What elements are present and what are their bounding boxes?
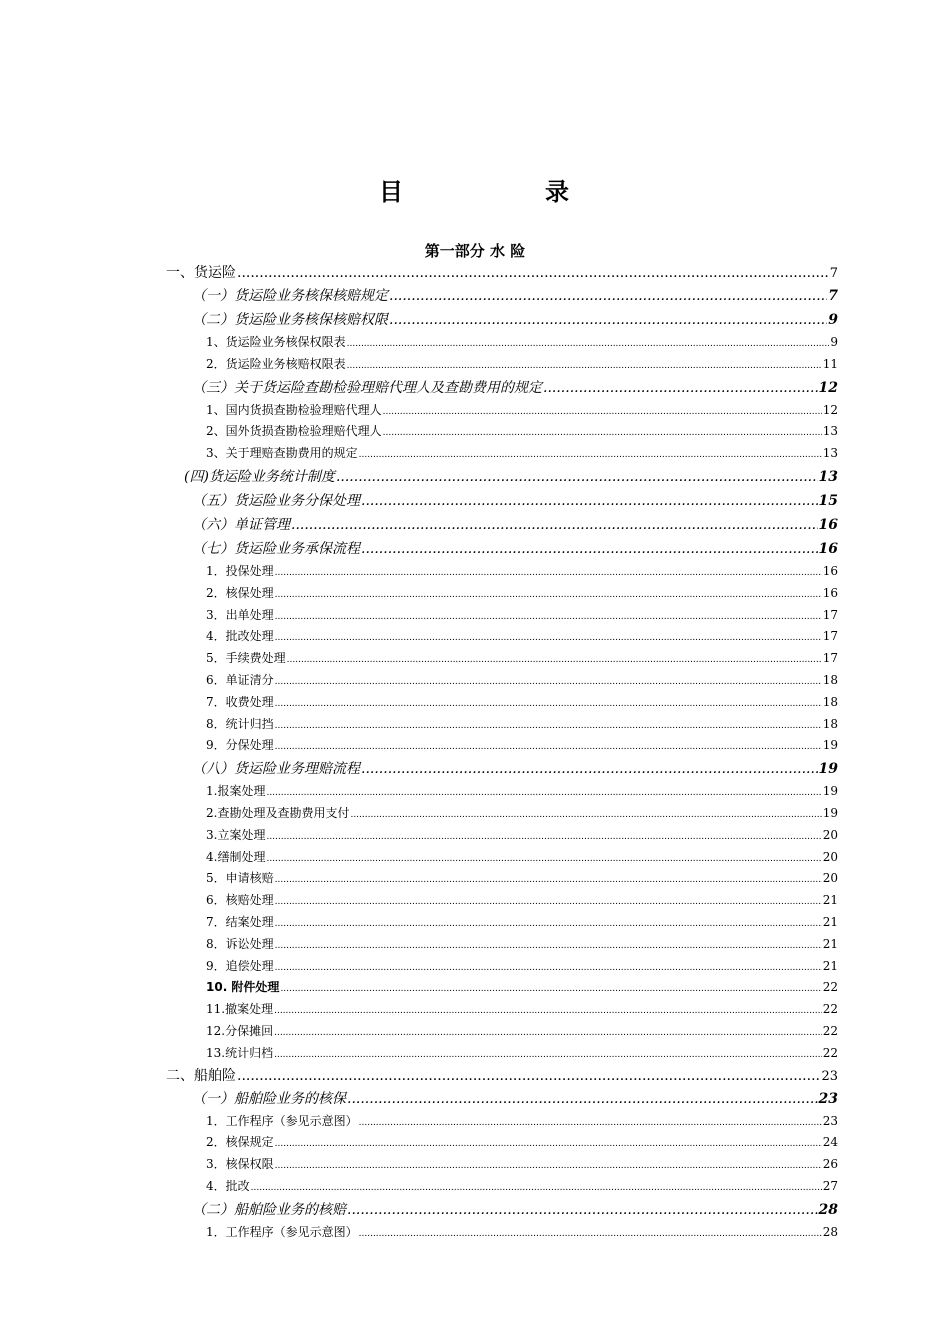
toc-entry-label: 9．分保处理 xyxy=(206,738,274,753)
toc-entry-label: 6．单证清分 xyxy=(206,672,274,687)
toc-entry-page-number: 20 xyxy=(822,871,838,886)
toc-entry-label: （二）船舶险业务的核赔 xyxy=(192,1201,346,1218)
toc-entry-label: 2、国外货损查勘检验理赔代理人 xyxy=(206,424,382,439)
toc-entry-label: 12.分保摊回 xyxy=(206,1023,274,1038)
toc-entry-label: 1.报案处理 xyxy=(206,784,266,799)
toc-entry[interactable] xyxy=(166,648,838,670)
toc-entry[interactable] xyxy=(166,825,838,847)
toc-entry-page-number: 18 xyxy=(822,694,838,709)
toc-entry[interactable] xyxy=(166,583,838,605)
toc-entry-label: 7．结案处理 xyxy=(206,914,274,929)
toc-entry-label: 10. 附件处理 xyxy=(206,980,280,995)
toc-entry-page-number: 15 xyxy=(818,492,838,509)
toc-entry-page-number: 28 xyxy=(822,1224,838,1239)
toc-entry-label: 5．手续费处理 xyxy=(206,651,286,666)
toc-entry-page-number: 12 xyxy=(822,402,838,417)
toc-entry-label: 二、船舶险 xyxy=(166,1067,236,1084)
toc-entry[interactable] xyxy=(166,489,838,513)
toc-entry-label: 2.查勘处理及查勘费用支付 xyxy=(206,805,350,820)
toc-entry-page-number: 22 xyxy=(822,1002,838,1017)
toc-entry-label: 2．货运险业务核赔权限表 xyxy=(206,356,346,371)
toc-leader-dots xyxy=(280,979,821,999)
toc-leader-dots xyxy=(237,262,829,284)
toc-leader-dots xyxy=(275,1134,822,1154)
toc-entry[interactable] xyxy=(166,421,838,443)
toc-entry-label: 4．批改处理 xyxy=(206,629,274,644)
toc-entry[interactable] xyxy=(166,284,838,308)
toc-leader-dots xyxy=(275,672,822,692)
toc-entry-label: 2．核保处理 xyxy=(206,585,274,600)
toc-entry[interactable] xyxy=(166,956,838,978)
toc-leader-dots xyxy=(275,585,822,605)
toc-entry[interactable] xyxy=(166,1065,838,1087)
toc-entry[interactable] xyxy=(166,692,838,714)
toc-entry-label: 3．出单处理 xyxy=(206,607,274,622)
toc-entry-page-number: 26 xyxy=(822,1157,838,1172)
toc-entry-page-number: 22 xyxy=(822,1023,838,1038)
toc-entry[interactable] xyxy=(166,376,838,400)
toc-leader-dots xyxy=(350,805,821,825)
toc-entry[interactable] xyxy=(166,1176,838,1198)
toc-leader-dots xyxy=(275,628,822,648)
toc-entry-page-number: 23 xyxy=(822,1113,838,1128)
toc-entry-page-number: 9 xyxy=(830,335,838,349)
toc-leader-dots xyxy=(275,958,822,978)
toc-entry[interactable] xyxy=(166,912,838,934)
toc-entry[interactable] xyxy=(166,1043,838,1065)
toc-entry[interactable] xyxy=(166,308,838,332)
toc-entry[interactable] xyxy=(166,1087,838,1111)
toc-entry[interactable] xyxy=(166,670,838,692)
toc-entry-label: 7．收费处理 xyxy=(206,694,274,709)
toc-entry-label: 1、货运险业务核保权限表 xyxy=(206,335,346,349)
toc-leader-dots xyxy=(275,1156,822,1176)
toc-entry[interactable] xyxy=(166,513,838,537)
toc-leader-dots xyxy=(361,757,818,781)
toc-entry-page-number: 9 xyxy=(828,312,838,328)
toc-entry-page-number: 22 xyxy=(822,1045,838,1060)
toc-leader-dots xyxy=(359,445,822,465)
toc-entry-label: 1．工作程序（参见示意图） xyxy=(206,1224,358,1239)
toc-entry-label: (四)货运险业务统计制度 xyxy=(184,468,335,485)
toc-entry-page-number: 18 xyxy=(822,716,838,731)
toc-entry-page-number: 21 xyxy=(822,914,838,929)
toc-entry-page-number: 20 xyxy=(822,849,838,864)
toc-entry-label: （六）单证管理 xyxy=(192,516,290,533)
toc-title xyxy=(0,172,950,207)
toc-entry-label: 9．追偿处理 xyxy=(206,958,274,973)
toc-entry-page-number: 16 xyxy=(822,585,838,600)
toc-leader-dots xyxy=(275,936,822,956)
toc-entry[interactable] xyxy=(166,465,838,489)
toc-leader-dots xyxy=(251,1178,822,1198)
toc-leader-dots xyxy=(274,1045,822,1065)
toc-entry-label: 1、国内货损查勘检验理赔代理人 xyxy=(206,402,382,417)
toc-entry-label: （七）货运险业务承保流程 xyxy=(192,540,360,557)
toc-entry-label: 4.缮制处理 xyxy=(206,849,266,864)
toc-entry-page-number: 13 xyxy=(822,424,838,439)
toc-leader-dots xyxy=(291,513,818,537)
toc-entry-page-number: 23 xyxy=(818,1090,838,1107)
toc-leader-dots xyxy=(389,284,827,308)
toc-leader-dots xyxy=(275,870,822,890)
toc-entry-label: （二）货运险业务核保核赔权限 xyxy=(192,312,388,328)
toc-entry-page-number: 18 xyxy=(822,672,838,687)
toc-entry-label: 3.立案处理 xyxy=(206,827,266,842)
toc-entry[interactable] xyxy=(166,934,838,956)
toc-entry-label: 3、关于理赔查勘费用的规定 xyxy=(206,446,358,461)
toc-leader-dots xyxy=(275,737,822,757)
toc-entry-label: 8．统计归挡 xyxy=(206,716,274,731)
toc-entry-label: 4．批改 xyxy=(206,1178,250,1193)
toc-leader-dots xyxy=(287,650,822,670)
toc-leader-dots xyxy=(347,334,830,354)
toc-leader-dots xyxy=(275,914,822,934)
toc-entry-page-number: 13 xyxy=(818,468,838,485)
toc-leader-dots xyxy=(274,1023,822,1043)
toc-entry[interactable] xyxy=(166,561,838,583)
toc-entry-label: （三）关于货运险查勘检验理赔代理人及查勘费用的规定 xyxy=(192,379,542,396)
toc-leader-dots xyxy=(336,465,818,489)
toc-entry-page-number: 16 xyxy=(818,516,838,533)
toc-leader-dots xyxy=(383,423,822,443)
title-char-left: 目 xyxy=(379,178,405,206)
toc-entry-label: （一）船舶险业务的核保 xyxy=(192,1090,346,1107)
toc-entry-page-number: 7 xyxy=(828,288,838,304)
toc-leader-dots xyxy=(347,1198,818,1222)
toc-leader-dots xyxy=(359,1113,822,1133)
toc-entry-label: （八）货运险业务理赔流程 xyxy=(192,761,360,778)
toc-entry-label: 11.撤案处理 xyxy=(206,1002,274,1017)
toc-entry[interactable] xyxy=(166,605,838,627)
toc-entry[interactable] xyxy=(166,354,838,376)
toc-entry[interactable] xyxy=(166,1132,838,1154)
toc-entry-page-number: 17 xyxy=(822,629,838,644)
toc-entry[interactable] xyxy=(166,443,838,465)
toc-entry[interactable] xyxy=(166,757,838,781)
toc-entry-page-number: 17 xyxy=(822,651,838,666)
toc-leader-dots xyxy=(275,563,822,583)
toc-entry[interactable] xyxy=(166,262,838,284)
toc-entry[interactable] xyxy=(166,868,838,890)
toc-leader-dots xyxy=(361,537,818,561)
toc-entry[interactable] xyxy=(166,803,838,825)
toc-entry-page-number: 19 xyxy=(822,805,838,820)
toc-entry-label: 1．投保处理 xyxy=(206,563,274,578)
toc-entry-label: 2．核保规定 xyxy=(206,1135,274,1150)
toc-entry-page-number: 12 xyxy=(818,379,838,396)
toc-entry-label: 5．申请核赔 xyxy=(206,871,274,886)
toc-entry-page-number: 24 xyxy=(822,1135,838,1150)
toc-entry-label: 3．核保权限 xyxy=(206,1157,274,1172)
toc-entry-label: 13.统计归档 xyxy=(206,1045,274,1060)
toc-entry[interactable] xyxy=(166,999,838,1021)
toc-leader-dots xyxy=(266,849,821,869)
toc-entry[interactable] xyxy=(166,735,838,757)
toc-entry[interactable] xyxy=(166,890,838,912)
toc-entry[interactable] xyxy=(166,1111,838,1133)
toc-leader-dots xyxy=(347,1087,818,1111)
toc-leader-dots xyxy=(275,607,822,627)
toc-entry[interactable] xyxy=(166,1154,838,1176)
toc-entry-page-number: 21 xyxy=(822,958,838,973)
toc-entry-label: （一）货运险业务核保核赔规定 xyxy=(192,288,388,304)
toc-leader-dots xyxy=(266,827,821,847)
toc-entry-page-number: 16 xyxy=(822,563,838,578)
table-of-contents xyxy=(166,262,838,1244)
toc-entry-page-number: 20 xyxy=(822,827,838,842)
toc-entry[interactable] xyxy=(166,1198,838,1222)
toc-entry-label: 8．诉讼处理 xyxy=(206,936,274,951)
toc-entry[interactable] xyxy=(166,781,838,803)
toc-leader-dots xyxy=(543,376,818,400)
toc-entry-page-number: 19 xyxy=(822,738,838,753)
toc-entry-page-number: 16 xyxy=(818,540,838,557)
toc-leader-dots xyxy=(274,1001,822,1021)
toc-entry[interactable] xyxy=(166,1021,838,1043)
toc-entry-page-number: 27 xyxy=(822,1178,838,1193)
toc-leader-dots xyxy=(275,716,822,736)
toc-entry-page-number: 17 xyxy=(822,607,838,622)
toc-leader-dots xyxy=(361,489,818,513)
toc-entry[interactable] xyxy=(166,626,838,648)
toc-entry-label: 一、货运险 xyxy=(166,265,236,281)
toc-leader-dots xyxy=(275,892,822,912)
toc-entry-page-number: 7 xyxy=(829,266,838,281)
toc-entry-page-number: 21 xyxy=(822,893,838,908)
toc-entry-page-number: 22 xyxy=(822,980,838,995)
toc-entry[interactable] xyxy=(166,400,838,422)
toc-entry-page-number: 11 xyxy=(822,356,838,371)
toc-leader-dots xyxy=(237,1065,820,1087)
toc-entry-label: （五）货运险业务分保处理 xyxy=(192,492,360,509)
toc-entry-page-number: 28 xyxy=(818,1201,838,1218)
toc-entry[interactable] xyxy=(166,977,838,999)
toc-entry[interactable] xyxy=(166,714,838,736)
toc-leader-dots xyxy=(389,308,827,332)
toc-leader-dots xyxy=(275,694,822,714)
toc-entry-label: 6．核赔处理 xyxy=(206,893,274,908)
toc-entry-page-number: 21 xyxy=(822,936,838,951)
title-char-right: 录 xyxy=(545,178,571,206)
toc-leader-dots xyxy=(266,783,821,803)
toc-entry-page-number: 19 xyxy=(822,784,838,799)
toc-leader-dots xyxy=(347,356,822,376)
toc-leader-dots xyxy=(359,1224,822,1244)
toc-entry-page-number: 13 xyxy=(822,446,838,461)
toc-leader-dots xyxy=(383,402,822,422)
toc-entry-page-number: 19 xyxy=(818,761,838,778)
part-heading: 第一部分 水 险 xyxy=(424,242,526,260)
toc-entry[interactable] xyxy=(166,332,838,354)
toc-entry-label: 1．工作程序（参见示意图） xyxy=(206,1113,358,1128)
toc-entry[interactable] xyxy=(166,537,838,561)
toc-entry[interactable] xyxy=(166,1222,838,1244)
toc-entry-page-number: 23 xyxy=(821,1068,838,1084)
toc-entry[interactable] xyxy=(166,847,838,869)
